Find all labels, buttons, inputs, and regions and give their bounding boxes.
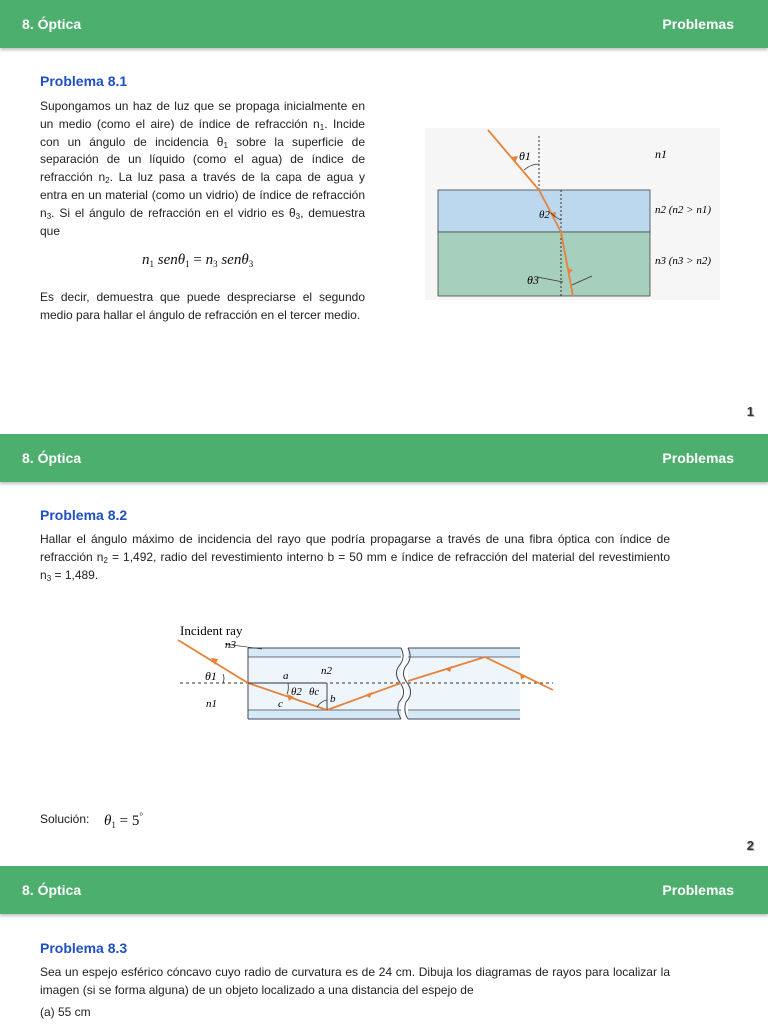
list-item: (a) 55 cm — [40, 1005, 91, 1019]
solution-label: Solución: — [40, 812, 90, 826]
slide-3 — [0, 866, 768, 1024]
slide-header — [0, 0, 768, 48]
problem-statement: Supongamos un haz de luz que se propaga inicialmente en un medio (como el aire) de índice de refracción $n_1$. Incide con un ángulo de incidencia $\theta_1$ sobre la superficie de separación de un líquido (como el agua) de índice de refracción $n_2$. La luz pasa a través de la capa de agua y entra en un material (como un vidrio) de índice de refracción $n_3$. Si el ángulo de refracción en el vidrio es $\theta_3$, demuestra que — [40, 99, 365, 238]
section-title: 8. Óptica — [22, 882, 82, 898]
problem-title: Problema 8.2 — [40, 507, 128, 523]
problem-statement: Sea un espejo esférico cóncavo cuyo radio de curvatura es de 24 cm. Dibuja los diagramas de rayos para localizar la imagen (si se forma alguna) de un objeto localizado a una distancia del espejo de — [40, 965, 670, 997]
problem-statement: Hallar el ángulo máximo de incidencia del rayo que podría propagarse a través de una fibra óptica con índice de refracción $n_2 = 1,492$, radio del revestimiento interno b = 50 mm e índice de refracción del material del revestimiento $n_3 = 1,489$. — [40, 532, 671, 583]
angle-arc-1 — [223, 674, 224, 683]
problem-title: Problema 8.1 — [40, 73, 128, 89]
problem-title: Problema 8.3 — [40, 940, 128, 956]
slide-1 — [0, 0, 768, 432]
n2-label: n2 (n2 > n1) — [655, 204, 711, 216]
solution-equation: $\theta_1 = 5^\circ$ — [104, 811, 143, 830]
n1-label: n1 — [655, 147, 667, 161]
problem-note: Es decir, demuestra que puede despreciarse el segundo medio para hallar el ángulo de refracción en el tercer medio. — [40, 290, 365, 322]
theta3-label: θ3 — [527, 273, 539, 287]
page-number: 2 — [746, 838, 754, 853]
refraction-diagram — [425, 128, 720, 300]
b-label: b — [330, 693, 336, 705]
section-label: Problemas — [662, 450, 734, 466]
theta1-label: θ1 — [519, 149, 531, 163]
snell-equation: $n_1$ $sen\theta_1 = n_3$ senθ$_3$ — [142, 252, 254, 269]
a-label: a — [283, 670, 289, 682]
page-number: 1 — [746, 404, 754, 419]
incident-ray-label: Incident ray — [180, 623, 243, 638]
theta1-label: θ1 — [205, 669, 217, 683]
slide-2 — [0, 434, 768, 866]
section-label: Problemas — [662, 16, 734, 32]
section-title: 8. Óptica — [22, 16, 82, 32]
n3-label: n3 — [225, 639, 236, 651]
optical-fiber-diagram — [175, 620, 560, 725]
theta2-label: θ2 — [539, 209, 550, 221]
slide-header — [0, 866, 768, 914]
n3-label: n3 (n3 > n2) — [655, 255, 711, 267]
theta2-label: θ2 — [291, 686, 302, 698]
glass-layer — [438, 232, 650, 296]
n2-label: n2 — [321, 665, 332, 677]
thetac-label: θc — [309, 686, 320, 698]
c-label: c — [278, 698, 283, 710]
section-title: 8. Óptica — [22, 450, 82, 466]
n1-label: n1 — [206, 698, 217, 710]
section-label: Problemas — [662, 882, 734, 898]
ray-arrow — [520, 673, 526, 680]
slide-header — [0, 434, 768, 482]
